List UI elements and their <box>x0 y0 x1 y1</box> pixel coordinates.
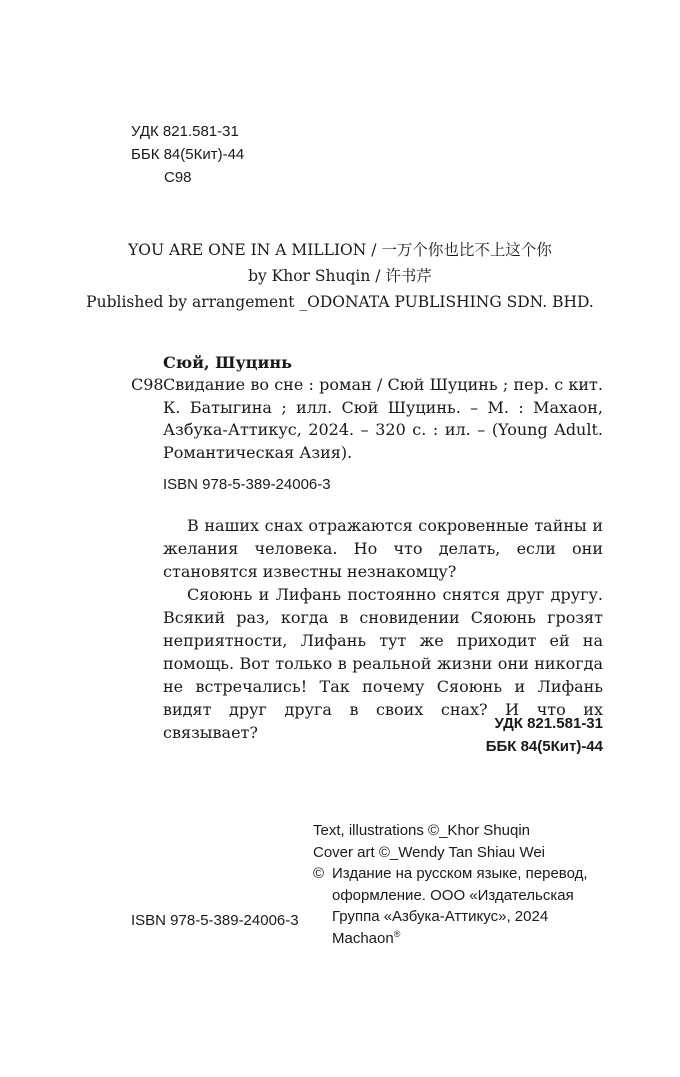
registered-mark: ® <box>393 928 401 939</box>
bbk-code-bottom: ББК 84(5Кит)-44 <box>485 738 603 755</box>
copyright-russian-edition-row <box>313 863 624 949</box>
bibliographic-description: Свидание во сне : роман / Сюй Шуцинь ; пер. с кит. К. Батыгина ; илл. Сюй Шуцинь. – М. : Махаон, Азбука-Аттикус, 2024. – 320 с. : ил. – (Young Adult. Романтическая Азия). <box>163 375 603 462</box>
copyright-cover-art: Cover art ©_Wendy Tan Shiau Wei <box>313 843 546 861</box>
original-title: YOU ARE ONE IN A MILLION / 一万个你也比不上这个你 <box>128 241 552 259</box>
annotation <box>163 514 603 744</box>
bottom-classification-codes <box>486 712 603 758</box>
udk-code-bottom: УДК 821.581-31 <box>494 715 603 732</box>
top-classification-codes <box>131 120 244 189</box>
isbn-main: ISBN 978-5-389-24006-3 <box>163 476 331 493</box>
udk-code: УДК 821.581-31 <box>131 123 239 140</box>
annotation-paragraph: Сяоюнь и Лифань постоянно снятся друг другу. Всякий раз, когда в сновидении Сяоюнь грозят неприятности, Лифань тут же приходит ей на помощь. Вот только в реальной жизни они никогда не встречались! Так почему Сяоюнь и Лифань видят друг друга в своих снах? И что их связывает? <box>163 585 603 742</box>
publisher-arrangement: Published by arrangement _ODONATA PUBLISHING SDN. BHD. <box>86 293 594 311</box>
annotation-paragraph: В наших снах отражаются сокровенные тайны и желания человека. Но что делать, если они становятся известны незнакомцу? <box>163 516 603 581</box>
author-heading: Сюй, Шуцинь <box>163 353 292 372</box>
copyright-text-illustrations: Text, illustrations ©_Khor Shuqin <box>313 822 530 839</box>
imprint-name: Machaon <box>332 929 394 947</box>
isbn-footer: ISBN 978-5-389-24006-3 <box>131 912 299 929</box>
original-edition-info <box>0 237 680 315</box>
copyright-symbol: © <box>313 865 325 882</box>
author-mark: С98 <box>164 169 192 186</box>
copyright-block <box>313 820 624 949</box>
original-author: by Khor Shuqin / 许书芹 <box>248 267 432 285</box>
record-author-mark: С98 <box>131 375 164 394</box>
bbk-code: ББК 84(5Кит)-44 <box>131 146 245 163</box>
copyright-russian-edition: Издание на русском языке, перевод, оформление. ООО «Издательская Группа «Азбука-Аттикус», 2024 <box>332 865 588 925</box>
